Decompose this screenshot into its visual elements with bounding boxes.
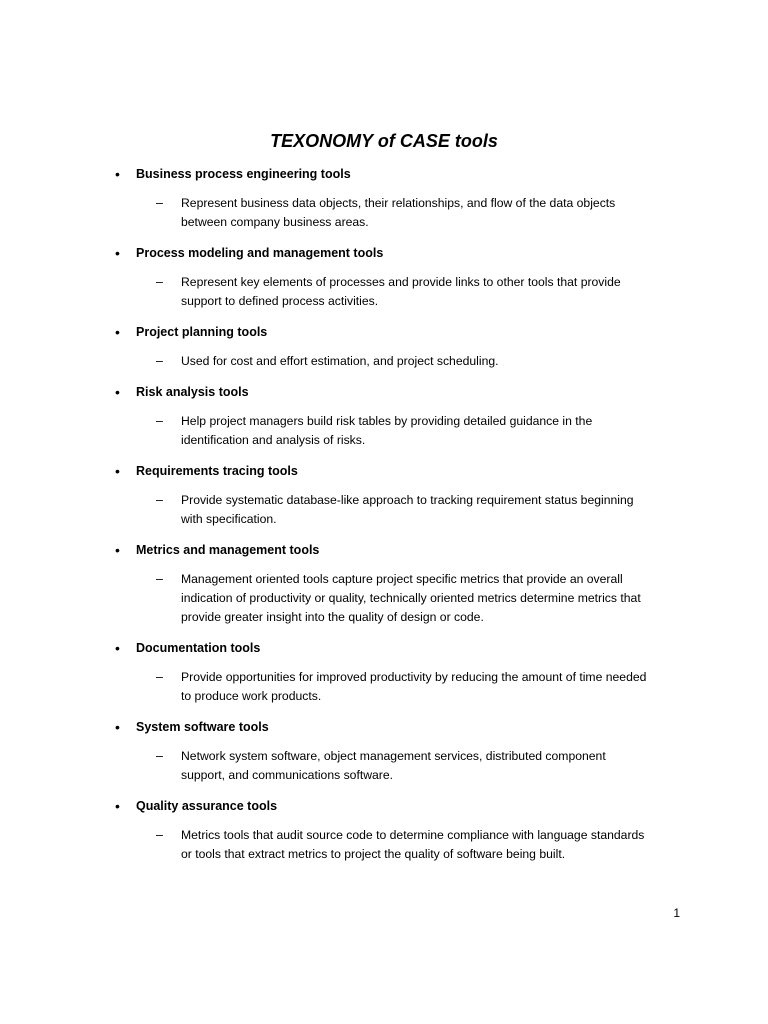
list-item (0, 164, 768, 232)
list-item (0, 243, 768, 311)
section-heading: Process modeling and management tools (136, 246, 384, 260)
list-item (0, 322, 768, 371)
bullet-icon: • (115, 384, 120, 400)
section-heading: Quality assurance tools (136, 799, 278, 813)
section-heading: Metrics and management tools (136, 543, 320, 557)
bullet-icon: • (115, 719, 120, 735)
section-heading-row (0, 322, 768, 342)
description-line: Metrics tools that audit source code to determine compliance with language standards (181, 828, 645, 842)
section-heading-row (0, 243, 768, 263)
dash-icon: – (156, 749, 163, 763)
description-line: Represent business data objects, their relationships, and flow of the data objects (181, 196, 616, 210)
description-line: Provide opportunities for improved productivity by reducing the amount of time needed (181, 670, 647, 684)
description-line: to produce work products. (181, 689, 322, 703)
tool-category-list (0, 164, 768, 875)
bullet-icon: • (115, 798, 120, 814)
description-line: Help project managers build risk tables by providing detailed guidance in the (181, 414, 593, 428)
description-line: with specification. (181, 512, 277, 526)
description-line: identification and analysis of risks. (181, 433, 366, 447)
description-line: provide greater insight into the quality of design or code. (181, 610, 484, 624)
section-description (0, 412, 681, 450)
section-heading: Risk analysis tools (136, 385, 249, 399)
section-description (0, 352, 681, 371)
description-line: support to defined process activities. (181, 294, 379, 308)
list-item (0, 540, 768, 627)
section-heading-row (0, 382, 768, 402)
section-description (0, 668, 681, 706)
bullet-icon: • (115, 324, 120, 340)
section-heading-row (0, 164, 768, 184)
section-heading-row (0, 638, 768, 658)
section-heading-row (0, 540, 768, 560)
bullet-icon: • (115, 245, 120, 261)
bullet-icon: • (115, 542, 120, 558)
section-description (0, 747, 681, 785)
list-item (0, 717, 768, 785)
dash-icon: – (156, 414, 163, 428)
list-item (0, 796, 768, 864)
description-line: support, and communications software. (181, 768, 394, 782)
description-line: between company business areas. (181, 215, 369, 229)
bullet-icon: • (115, 166, 120, 182)
dash-icon: – (156, 275, 163, 289)
section-description (0, 194, 681, 232)
section-description (0, 570, 681, 627)
section-description (0, 273, 681, 311)
section-heading-row (0, 717, 768, 737)
section-heading: Documentation tools (136, 641, 261, 655)
description-line: Used for cost and effort estimation, and project scheduling. (181, 354, 499, 368)
section-heading-row (0, 461, 768, 481)
section-heading: System software tools (136, 720, 269, 734)
description-line: Represent key elements of processes and provide links to other tools that provide (181, 275, 621, 289)
list-item (0, 382, 768, 450)
list-item (0, 461, 768, 529)
section-heading-row (0, 796, 768, 816)
bullet-icon: • (115, 463, 120, 479)
section-heading: Requirements tracing tools (136, 464, 298, 478)
description-line: Network system software, object management services, distributed component (181, 749, 606, 763)
page-number: 1 (673, 906, 680, 920)
dash-icon: – (156, 354, 163, 368)
section-heading: Project planning tools (136, 325, 268, 339)
list-item (0, 638, 768, 706)
description-line: Management oriented tools capture project specific metrics that provide an overall (181, 572, 623, 586)
dash-icon: – (156, 670, 163, 684)
dash-icon: – (156, 493, 163, 507)
description-line: Provide systematic database-like approach to tracking requirement status beginning (181, 493, 634, 507)
dash-icon: – (156, 828, 163, 842)
dash-icon: – (156, 196, 163, 210)
dash-icon: – (156, 572, 163, 586)
page-title: TEXONOMY of CASE tools (270, 131, 498, 151)
description-line: indication of productivity or quality, technically oriented metrics determine metrics that (181, 591, 641, 605)
section-heading: Business process engineering tools (136, 167, 351, 181)
section-description (0, 826, 681, 864)
bullet-icon: • (115, 640, 120, 656)
description-line: or tools that extract metrics to project the quality of software being built. (181, 847, 566, 861)
section-description (0, 491, 681, 529)
